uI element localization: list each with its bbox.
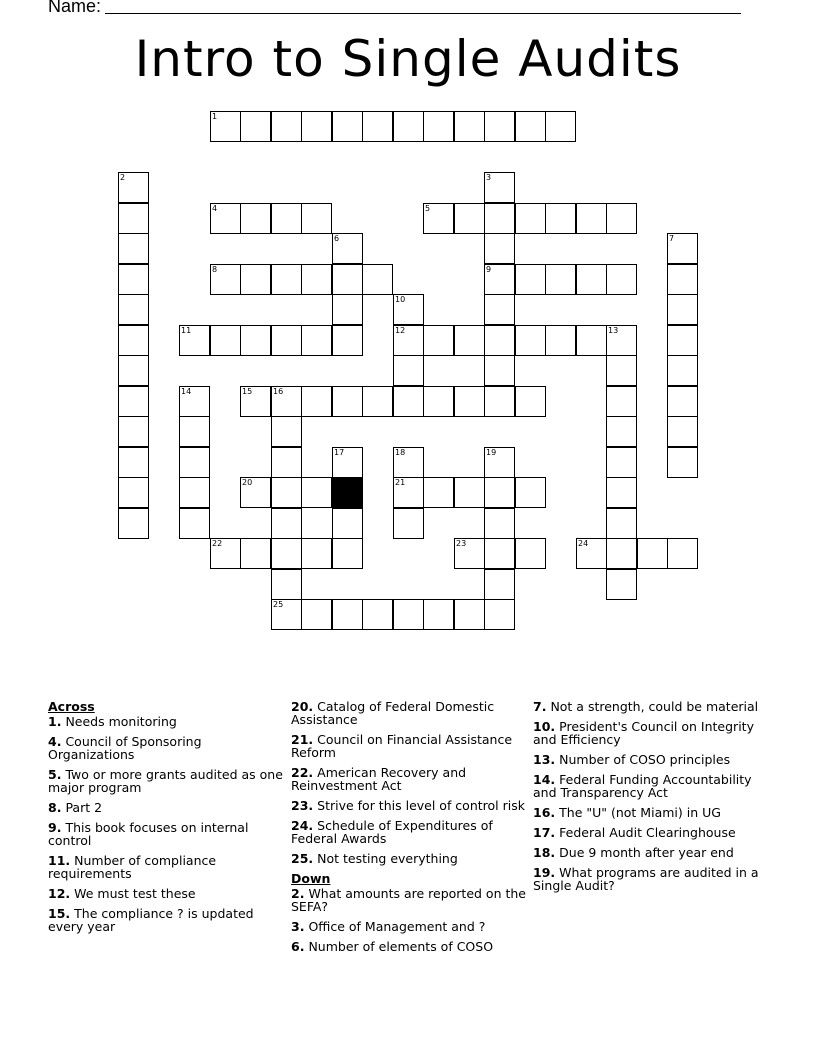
cell-number: 21 <box>395 478 406 487</box>
cell-number: 23 <box>456 539 467 548</box>
clue-item <box>291 819 527 845</box>
grid-cell[interactable] <box>240 264 271 295</box>
down-heading: Down <box>291 871 331 886</box>
grid-cell[interactable] <box>271 569 302 600</box>
grid-cell[interactable] <box>332 111 363 142</box>
grid-cell[interactable] <box>545 203 576 234</box>
clue-text: Catalog of Federal Domestic Assistance <box>291 699 495 727</box>
cell-number: 18 <box>395 448 406 457</box>
grid-cell[interactable] <box>301 386 332 417</box>
grid-cell[interactable] <box>515 325 546 356</box>
clues-column-2 <box>291 700 527 960</box>
clue-number: 17. <box>533 825 556 840</box>
clue-text: Number of compliance requirements <box>48 853 217 881</box>
grid-cell[interactable] <box>606 569 637 600</box>
grid-cell[interactable] <box>118 172 149 203</box>
clue-number: 16. <box>533 805 556 820</box>
clue-text: The "U" (not Miami) in UG <box>559 805 721 820</box>
grid-cell[interactable] <box>606 203 637 234</box>
clue-text: What amounts are reported on the SEFA? <box>291 886 526 914</box>
grid-cell[interactable] <box>118 355 149 386</box>
clue-number: 13. <box>533 752 556 767</box>
cell-number: 8 <box>212 265 218 274</box>
clue-item <box>533 720 769 746</box>
clue-text: What programs are audited in a Single Audit? <box>533 865 759 893</box>
black-cell <box>332 477 363 508</box>
clue-text: We must test these <box>74 886 196 901</box>
grid-cell[interactable] <box>332 264 363 295</box>
grid-cell[interactable] <box>179 386 210 417</box>
clue-text: Council on Financial Assistance Reform <box>291 732 513 760</box>
grid-cell[interactable] <box>484 264 515 295</box>
clue-number: 8. <box>48 800 62 815</box>
grid-cell[interactable] <box>484 508 515 539</box>
name-label: Name: <box>48 0 102 16</box>
clue-text: American Recovery and Reinvestment Act <box>291 765 467 793</box>
clue-item <box>48 735 284 761</box>
cell-number: 19 <box>486 448 497 457</box>
grid-cell[interactable] <box>118 264 149 295</box>
grid-cell[interactable] <box>210 264 241 295</box>
cell-number: 24 <box>578 539 589 548</box>
cell-number: 17 <box>334 448 345 457</box>
grid-cell[interactable] <box>118 386 149 417</box>
clue-number: 24. <box>291 818 314 833</box>
clue-item <box>291 766 527 792</box>
grid-cell[interactable] <box>484 111 515 142</box>
grid-cell[interactable] <box>301 203 332 234</box>
clue-number: 25. <box>291 851 314 866</box>
grid-cell[interactable] <box>667 325 698 356</box>
grid-cell[interactable] <box>454 325 485 356</box>
grid-cell[interactable] <box>484 477 515 508</box>
clue-text: Two or more grants audited as one major program <box>48 767 283 795</box>
grid-cell[interactable] <box>210 325 241 356</box>
clue-text: Number of elements of COSO <box>308 939 494 954</box>
grid-cell[interactable] <box>576 203 607 234</box>
grid-cell[interactable] <box>515 111 546 142</box>
grid-cell[interactable] <box>301 599 332 630</box>
grid-cell[interactable] <box>667 416 698 447</box>
grid-cell[interactable] <box>210 203 241 234</box>
grid-cell[interactable] <box>118 508 149 539</box>
clue-text: Not testing everything <box>317 851 458 866</box>
clue-item <box>533 700 769 713</box>
grid-cell[interactable] <box>271 386 302 417</box>
grid-cell[interactable] <box>179 477 210 508</box>
cell-number: 20 <box>242 478 253 487</box>
grid-cell[interactable] <box>271 599 302 630</box>
grid-cell[interactable] <box>271 538 302 569</box>
clue-item <box>291 852 527 865</box>
cell-number: 6 <box>334 234 340 243</box>
clue-item <box>48 887 284 900</box>
cell-number: 2 <box>120 173 126 182</box>
clue-number: 15. <box>48 906 71 921</box>
clue-number: 18. <box>533 845 556 860</box>
grid-cell[interactable] <box>362 111 393 142</box>
across-heading: Across <box>48 699 95 714</box>
grid-cell[interactable] <box>210 538 241 569</box>
grid-cell[interactable] <box>637 538 668 569</box>
cell-number: 11 <box>181 326 192 335</box>
cell-number: 25 <box>273 600 284 609</box>
grid-cell[interactable] <box>240 203 271 234</box>
grid-cell[interactable] <box>362 386 393 417</box>
clue-text: President's Council on Integrity and Efficiency <box>533 719 754 747</box>
cell-number: 5 <box>425 204 431 213</box>
grid-cell[interactable] <box>454 111 485 142</box>
clue-item <box>291 940 527 953</box>
grid-cell[interactable] <box>118 477 149 508</box>
grid-cell[interactable] <box>393 355 424 386</box>
grid-cell[interactable] <box>515 477 546 508</box>
clue-number: 5. <box>48 767 62 782</box>
grid-cell[interactable] <box>332 294 363 325</box>
grid-cell[interactable] <box>423 203 454 234</box>
grid-cell[interactable] <box>454 538 485 569</box>
grid-cell[interactable] <box>118 416 149 447</box>
clue-item <box>48 768 284 794</box>
grid-cell[interactable] <box>606 416 637 447</box>
clue-text: Schedule of Expenditures of Federal Awards <box>291 818 493 846</box>
grid-cell[interactable] <box>332 386 363 417</box>
cell-number: 3 <box>486 173 492 182</box>
grid-cell[interactable] <box>454 599 485 630</box>
grid-cell[interactable] <box>332 508 363 539</box>
clue-number: 21. <box>291 732 314 747</box>
grid-cell[interactable] <box>423 386 454 417</box>
grid-cell[interactable] <box>118 203 149 234</box>
grid-cell[interactable] <box>271 111 302 142</box>
clue-item <box>291 799 527 812</box>
grid-cell[interactable] <box>393 294 424 325</box>
cell-number: 13 <box>608 326 619 335</box>
clues-column-1 <box>48 700 284 940</box>
grid-cell[interactable] <box>515 203 546 234</box>
grid-cell[interactable] <box>118 233 149 264</box>
grid-cell[interactable] <box>667 386 698 417</box>
clue-number: 19. <box>533 865 556 880</box>
grid-cell[interactable] <box>484 386 515 417</box>
cell-number: 4 <box>212 204 218 213</box>
cell-number: 9 <box>486 265 492 274</box>
grid-cell[interactable] <box>301 538 332 569</box>
grid-cell[interactable] <box>515 538 546 569</box>
clue-item <box>533 773 769 799</box>
grid-cell[interactable] <box>393 386 424 417</box>
clue-text: The compliance ? is updated every year <box>48 906 254 934</box>
grid-cell[interactable] <box>240 111 271 142</box>
clue-item <box>533 753 769 766</box>
grid-cell[interactable] <box>271 264 302 295</box>
clue-text: Federal Funding Accountability and Transparency Act <box>533 772 752 800</box>
clue-text: Council of Sponsoring Organizations <box>48 734 202 762</box>
grid-cell[interactable] <box>667 264 698 295</box>
clue-item <box>48 907 284 933</box>
grid-cell[interactable] <box>606 325 637 356</box>
grid-cell[interactable] <box>484 538 515 569</box>
clue-item <box>48 801 284 814</box>
grid-cell[interactable] <box>393 325 424 356</box>
cell-number: 14 <box>181 387 192 396</box>
clue-item <box>291 733 527 759</box>
grid-cell[interactable] <box>179 416 210 447</box>
grid-cell[interactable] <box>545 264 576 295</box>
grid-cell[interactable] <box>240 477 271 508</box>
grid-cell[interactable] <box>179 325 210 356</box>
grid-cell[interactable] <box>332 538 363 569</box>
grid-cell[interactable] <box>667 294 698 325</box>
grid-cell[interactable] <box>454 477 485 508</box>
grid-cell[interactable] <box>667 538 698 569</box>
cell-number: 16 <box>273 387 284 396</box>
grid-cell[interactable] <box>210 111 241 142</box>
grid-cell[interactable] <box>271 416 302 447</box>
grid-cell[interactable] <box>271 203 302 234</box>
grid-cell[interactable] <box>576 325 607 356</box>
clue-item <box>533 866 769 892</box>
clue-number: 22. <box>291 765 314 780</box>
grid-cell[interactable] <box>301 325 332 356</box>
grid-cell[interactable] <box>362 264 393 295</box>
clue-number: 2. <box>291 886 305 901</box>
grid-cell[interactable] <box>332 447 363 478</box>
clue-number: 6. <box>291 939 305 954</box>
grid-cell[interactable] <box>454 203 485 234</box>
clue-item <box>533 846 769 859</box>
grid-cell[interactable] <box>484 569 515 600</box>
grid-cell[interactable] <box>484 233 515 264</box>
clue-text: Needs monitoring <box>65 714 177 729</box>
grid-cell[interactable] <box>606 447 637 478</box>
grid-cell[interactable] <box>606 477 637 508</box>
grid-cell[interactable] <box>484 172 515 203</box>
grid-cell[interactable] <box>301 111 332 142</box>
grid-cell[interactable] <box>484 355 515 386</box>
grid-cell[interactable] <box>393 599 424 630</box>
grid-cell[interactable] <box>606 508 637 539</box>
grid-cell[interactable] <box>332 233 363 264</box>
grid-cell[interactable] <box>118 325 149 356</box>
cell-number: 12 <box>395 326 406 335</box>
clue-item <box>533 806 769 819</box>
clue-item <box>48 821 284 847</box>
grid-cell[interactable] <box>423 111 454 142</box>
grid-cell[interactable] <box>393 508 424 539</box>
grid-cell[interactable] <box>271 508 302 539</box>
clue-text: Federal Audit Clearinghouse <box>559 825 736 840</box>
grid-cell[interactable] <box>179 508 210 539</box>
cell-number: 7 <box>669 234 675 243</box>
clue-text: Part 2 <box>65 800 103 815</box>
clue-item <box>533 826 769 839</box>
clue-number: 1. <box>48 714 62 729</box>
grid-cell[interactable] <box>332 599 363 630</box>
clue-number: 4. <box>48 734 62 749</box>
clue-number: 20. <box>291 699 314 714</box>
grid-cell[interactable] <box>667 447 698 478</box>
grid-cell[interactable] <box>515 264 546 295</box>
grid-cell[interactable] <box>301 477 332 508</box>
grid-cell[interactable] <box>484 325 515 356</box>
clue-text: This book focuses on internal control <box>48 820 249 848</box>
grid-cell[interactable] <box>240 386 271 417</box>
grid-cell[interactable] <box>606 264 637 295</box>
grid-cell[interactable] <box>393 111 424 142</box>
cell-number: 10 <box>395 295 406 304</box>
grid-cell[interactable] <box>667 233 698 264</box>
grid-cell[interactable] <box>576 264 607 295</box>
grid-cell[interactable] <box>606 386 637 417</box>
clue-text: Due 9 month after year end <box>559 845 734 860</box>
grid-cell[interactable] <box>301 264 332 295</box>
cell-number: 15 <box>242 387 253 396</box>
grid-cell[interactable] <box>484 294 515 325</box>
clue-number: 14. <box>533 772 556 787</box>
grid-cell[interactable] <box>393 447 424 478</box>
puzzle-title: Intro to Single Audits <box>134 30 682 88</box>
clue-text: Number of COSO principles <box>559 752 731 767</box>
clue-text: Office of Management and ? <box>308 919 486 934</box>
grid-cell[interactable] <box>240 538 271 569</box>
cell-number: 1 <box>212 112 218 121</box>
grid-cell[interactable] <box>179 447 210 478</box>
grid-cell[interactable] <box>118 447 149 478</box>
grid-cell[interactable] <box>423 325 454 356</box>
clue-number: 7. <box>533 699 547 714</box>
grid-cell[interactable] <box>423 599 454 630</box>
grid-cell[interactable] <box>515 386 546 417</box>
clue-item <box>291 887 527 913</box>
grid-cell[interactable] <box>393 477 424 508</box>
clue-item <box>48 854 284 880</box>
clue-number: 11. <box>48 853 71 868</box>
grid-cell[interactable] <box>332 325 363 356</box>
grid-cell[interactable] <box>606 355 637 386</box>
clues-column-3 <box>533 700 769 899</box>
grid-cell[interactable] <box>454 386 485 417</box>
clue-text: Not a strength, could be material <box>550 699 759 714</box>
grid-cell[interactable] <box>545 111 576 142</box>
cell-number: 22 <box>212 539 223 548</box>
grid-cell[interactable] <box>545 325 576 356</box>
clue-number: 10. <box>533 719 556 734</box>
grid-cell[interactable] <box>576 538 607 569</box>
grid-cell[interactable] <box>271 447 302 478</box>
grid-cell[interactable] <box>484 599 515 630</box>
clue-number: 23. <box>291 798 314 813</box>
grid-cell[interactable] <box>423 477 454 508</box>
clue-number: 9. <box>48 820 62 835</box>
clue-text: Strive for this level of control risk <box>317 798 525 813</box>
clue-item <box>291 920 527 933</box>
clue-number: 12. <box>48 886 71 901</box>
clue-item <box>291 700 527 726</box>
clue-item <box>48 715 284 728</box>
grid-cell[interactable] <box>484 447 515 478</box>
grid-cell[interactable] <box>362 599 393 630</box>
grid-cell[interactable] <box>118 294 149 325</box>
grid-cell[interactable] <box>667 355 698 386</box>
clue-number: 3. <box>291 919 305 934</box>
grid-cell[interactable] <box>484 203 515 234</box>
grid-cell[interactable] <box>271 325 302 356</box>
grid-cell[interactable] <box>606 538 637 569</box>
grid-cell[interactable] <box>240 325 271 356</box>
grid-cell[interactable] <box>271 477 302 508</box>
